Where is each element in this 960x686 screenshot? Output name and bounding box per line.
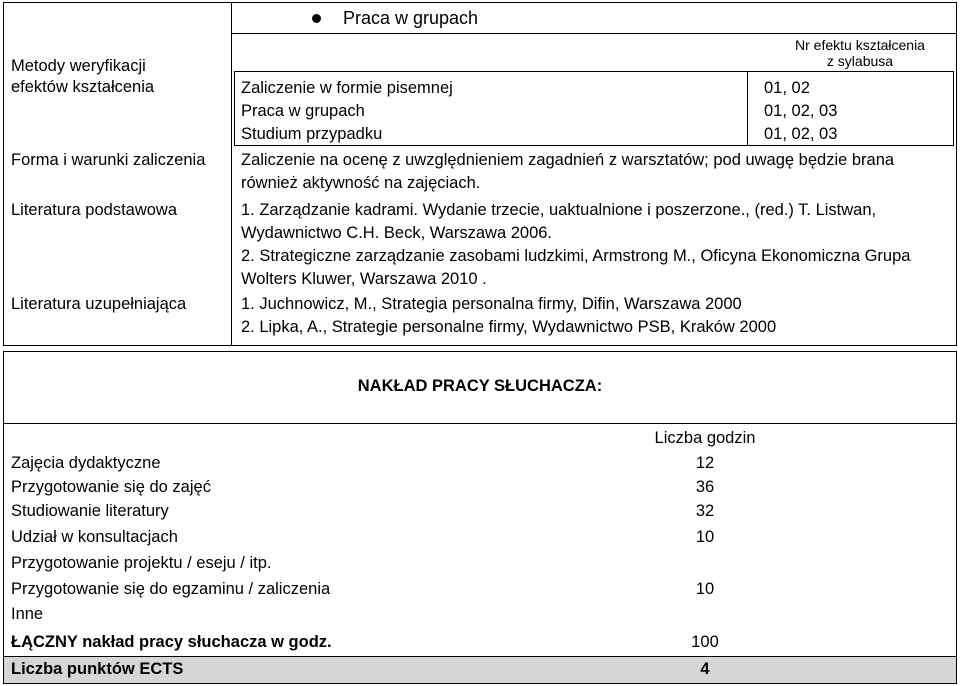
ects-value: 4 <box>700 660 710 678</box>
workload-row-label: Studiowanie literatury <box>11 502 169 520</box>
ects-label: Liczba punktów ECTS <box>11 660 184 678</box>
method-name: Studium przypadku <box>241 125 383 143</box>
workload-row-hours: 36 <box>695 478 715 496</box>
method-name: Praca w grupach <box>241 102 365 120</box>
workload-row-hours: 32 <box>695 502 715 520</box>
verification-label: Metody weryfikacji <box>11 57 146 75</box>
nr-header: Nr efektu kształcenia <box>795 37 925 53</box>
lit-basic-label: Literatura podstawowa <box>11 201 178 219</box>
workload-row-label: Przygotowanie się do egzaminu / zaliczenia <box>11 580 331 598</box>
verification-label-line2: efektów kształcenia <box>11 78 155 96</box>
bullet-row-divider <box>231 33 957 34</box>
lit-basic-item: 2. Strategiczne zarządzanie zasobami ludzkimi, Armstrong M., Oficyna Ekonomiczna Grupa <box>241 247 911 265</box>
bullet-icon <box>312 14 321 23</box>
nr-header-line2: z sylabusa <box>826 53 894 69</box>
workload-row-label: Inne <box>11 605 44 623</box>
lit-extra-label: Literatura uzupełniająca <box>11 295 187 313</box>
workload-title: NAKŁAD PRACY SŁUCHACZA: <box>357 377 603 395</box>
lit-basic-item: Wydawnictwo C.H. Beck, Warszawa 2006. <box>241 224 553 242</box>
total-hours: 100 <box>691 633 719 651</box>
lit-extra-item: 2. Lipka, A., Strategie personalne firmy, Wydawnictwo PSB, Kraków 2000 <box>241 318 777 336</box>
lit-extra-item: 1. Juchnowicz, M., Strategia personalna firmy, Difin, Warszawa 2000 <box>241 295 742 313</box>
total-label: ŁĄCZNY nakład pracy słuchacza w godz. <box>11 633 332 651</box>
workload-row-label: Zajęcia dydaktyczne <box>11 454 161 472</box>
workload-row-hours: 10 <box>695 528 715 546</box>
methods-column-divider <box>747 71 748 146</box>
conditions-text-line2: również aktywność na zajęciach. <box>241 174 481 192</box>
workload-row-label: Udział w konsultacjach <box>11 528 178 546</box>
lit-basic-item: 1. Zarządzanie kadrami. Wydanie trzecie, uaktualnione i poszerzone., (red.) T. Listwan, <box>241 201 877 219</box>
hours-header: Liczba godzin <box>654 429 756 447</box>
method-codes: 01, 02 <box>764 79 810 97</box>
bullet-text: Praca w grupach <box>343 8 479 28</box>
workload-row-hours: 12 <box>695 454 715 472</box>
conditions-label: Forma i warunki zaliczenia <box>11 151 206 169</box>
conditions-text: Zaliczenie na ocenę z uwzględnieniem zagadnień z warsztatów; pod uwagę będzie brana <box>241 151 895 169</box>
method-codes: 01, 02, 03 <box>764 102 838 120</box>
syllabus-column-divider <box>231 2 232 346</box>
lit-basic-item: Wolters Kluwer, Warszawa 2010 . <box>241 270 487 288</box>
ects-row-divider <box>3 656 957 657</box>
method-name: Zaliczenie w formie pisemnej <box>241 79 453 97</box>
method-codes: 01, 02, 03 <box>764 125 838 143</box>
workload-row-label: Przygotowanie projektu / eseju / itp. <box>11 554 272 572</box>
workload-row-hours: 10 <box>695 580 715 598</box>
workload-row-label: Przygotowanie się do zajęć <box>11 478 211 496</box>
